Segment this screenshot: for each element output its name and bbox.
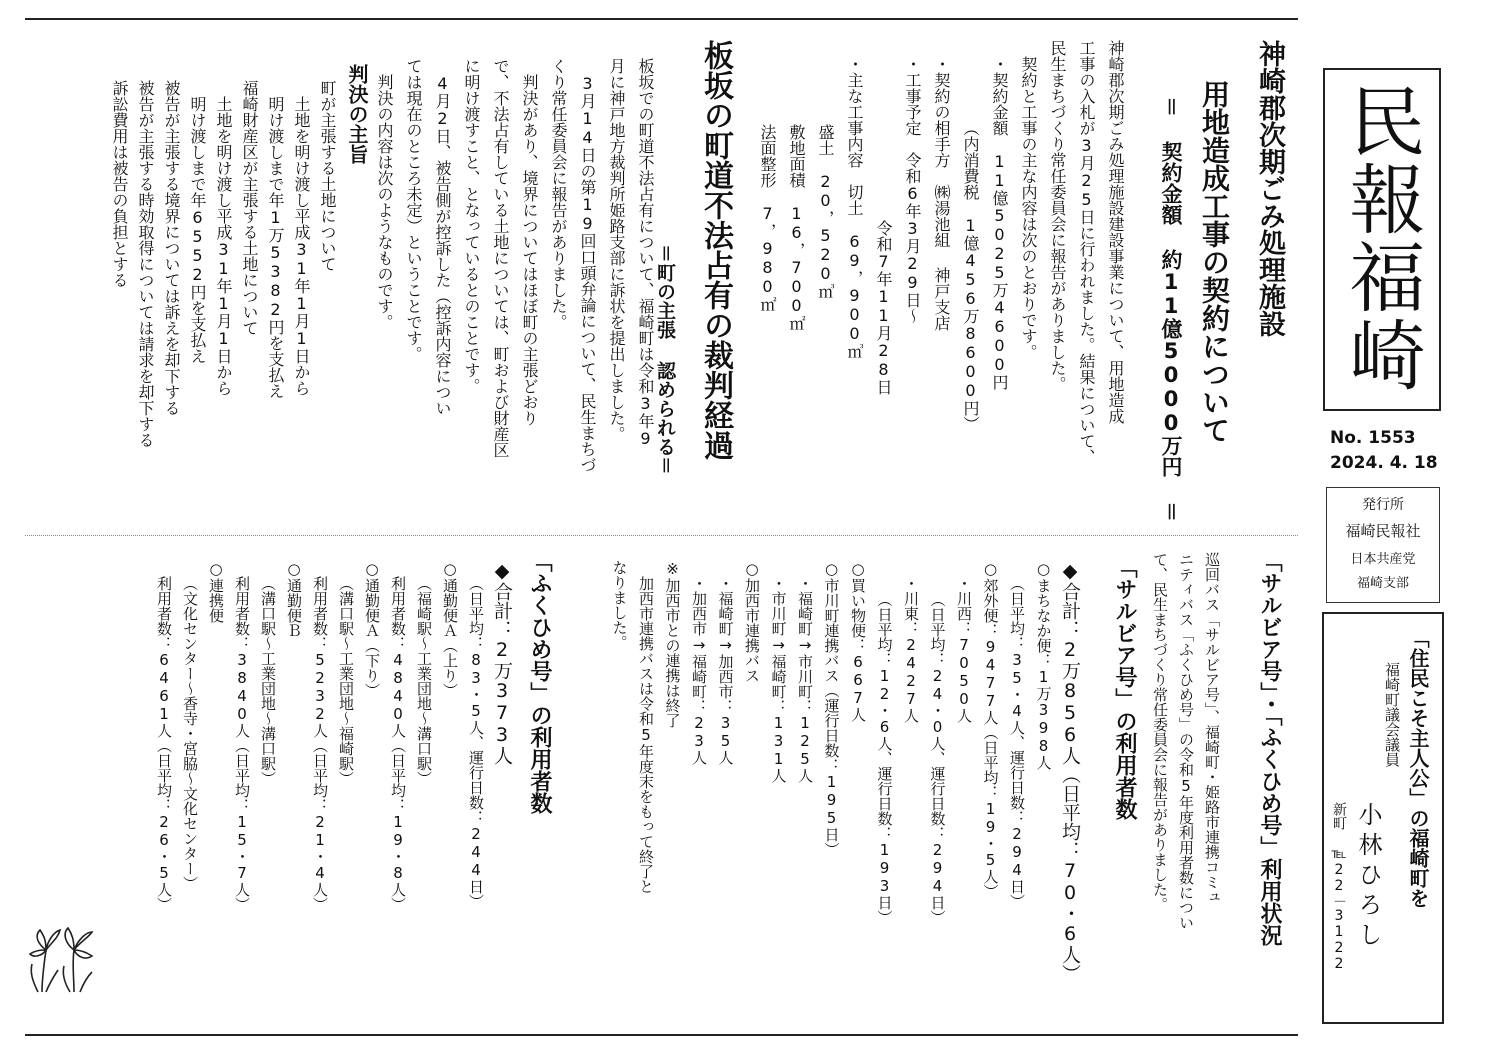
court-line: 4月2日、被告側が控訴した（控訴内容につい bbox=[433, 74, 452, 416]
court-body bbox=[370, 58, 660, 473]
court-line: で、不法占有している土地については、町および財産区 bbox=[491, 58, 510, 458]
bus-intro bbox=[1147, 552, 1225, 930]
masthead-box bbox=[1323, 68, 1441, 411]
court-line: ては現在のところ未定）ということです。 bbox=[404, 58, 423, 362]
court-line: 判決があり、境界についてはほぼ町の主張どおり bbox=[520, 74, 539, 426]
contract-line: ・工事予定 令和6年3月29日～ bbox=[903, 56, 922, 324]
fukuhime-list bbox=[151, 560, 515, 912]
salvia-item: ○加西市連携バス bbox=[743, 560, 761, 683]
gist-line: 土地を明け渡し平成31年1月1日から bbox=[292, 96, 311, 396]
salvia-item: ・川西：7050人 bbox=[955, 576, 973, 723]
fukuhime-item: 利用者数：5232人（日平均：21・4人） bbox=[311, 576, 329, 912]
slogan-box bbox=[1322, 612, 1444, 1024]
contract-line: （内消費税 1億456万8600円） bbox=[961, 120, 980, 432]
fukuhime-item: 利用者数：4840人（日平均：19・8人） bbox=[389, 576, 407, 912]
salvia-item: なりました。 bbox=[610, 560, 629, 650]
salvia-list bbox=[606, 560, 1083, 983]
salvia-item: ○市川町連携バス（運行日数：195日） bbox=[822, 560, 841, 857]
contract-line: 敷地面積 16，700㎡ bbox=[787, 124, 806, 331]
newspaper-title: 民報福崎 bbox=[1337, 82, 1426, 394]
court-line: 3月14日の第19回口頭弁論について、民生まちづ bbox=[578, 74, 597, 473]
salvia-item: ・市川町→福崎町：131人 bbox=[769, 576, 788, 783]
contract-line: 盛土 20，520㎥ bbox=[816, 124, 835, 299]
fukuhime-item: ○通勤便Ａ（上り） bbox=[441, 560, 459, 698]
contract-line: ・契約の相手方 ㈱湯池組 神戸支店 bbox=[932, 56, 951, 331]
salvia-item: ○買い物便：667人 bbox=[849, 560, 867, 722]
salvia-item: （日平均：35・4人、運行日数：294日） bbox=[1008, 576, 1026, 909]
gist-line: 明け渡しまで年1万5382円を支払え bbox=[266, 96, 285, 399]
fukuhime-item: （文化センター～香寺・宮脇～文化センター） bbox=[181, 576, 199, 891]
top-rule bbox=[25, 18, 1298, 20]
gist-heading: 判決の主旨 bbox=[345, 64, 369, 164]
fukuhime-item: （福崎駅～工業団地～溝口駅） bbox=[415, 576, 433, 786]
salvia-item: （日平均：12・6人、運行日数：193日） bbox=[875, 592, 894, 925]
salvia-item: ・福崎町→市川町：125人 bbox=[796, 576, 814, 783]
publisher-name: 福崎民報社 bbox=[1345, 522, 1421, 540]
gist-line: 訴訟費用は被告の負担とする bbox=[110, 80, 129, 288]
bus-headline: 「サルビア号」・「ふくひめ号」利用状況 bbox=[1257, 550, 1282, 946]
contract-line: 工事の入札が3月25日に行われました。結果について、 bbox=[1077, 40, 1096, 465]
contract-subtitle: ＝ 契約金額 約11億5000万円 ＝ bbox=[1159, 96, 1183, 522]
fukuhime-item: （溝口駅～工業団地～溝口駅） bbox=[259, 576, 277, 786]
contract-line: ・契約金額 11億5025万4600円 bbox=[990, 56, 1009, 390]
gist-line: 明け渡しまで年6552円を支払え bbox=[188, 96, 207, 364]
fukuhime-item: ◆合計：2万373人 bbox=[491, 560, 513, 765]
fukuhime-item: ○通勤便Ａ（下り） bbox=[363, 560, 381, 698]
gist-body bbox=[106, 80, 340, 448]
salvia-item: ・加西市→福崎町：23人 bbox=[690, 576, 708, 765]
fukuhime-item: （日平均：83・5人、運行日数：244日） bbox=[467, 576, 485, 909]
salvia-item: ◆合計：2万856人（日平均：70・6人） bbox=[1059, 560, 1081, 983]
fukuhime-item: ○連携便 bbox=[207, 560, 225, 623]
fukuhime-item: ○通勤便Ｂ bbox=[285, 560, 303, 638]
contract-line: 契約と工事の主な内容は次のとおりです。 bbox=[1019, 56, 1038, 360]
gist-line: 被告が主張する境界については訴えを却下する bbox=[162, 80, 181, 416]
slogan-line: 「住民こそ主人公」の福崎町を bbox=[1406, 628, 1430, 908]
court-line: 板坂での町道不法占有について、福崎町は令和3年9 bbox=[636, 58, 655, 448]
fukuhime-item: 利用者数：6461人（日平均：26・5人） bbox=[155, 576, 173, 912]
bus-intro-line: 巡回バス「サルビア号」、福崎町・姫路市連携コミュ bbox=[1203, 552, 1221, 905]
court-line: くり常任委員会に報告がありました。 bbox=[549, 58, 568, 330]
section-divider bbox=[25, 535, 1298, 536]
gist-line: 福崎財産区が主張する土地について bbox=[240, 80, 259, 336]
issue-date: 2024. 4. 18 bbox=[1330, 453, 1438, 473]
iris-flower-illustration bbox=[24, 920, 102, 996]
salvia-item: ・福崎町→加西市：35人 bbox=[716, 576, 735, 765]
gist-line: 被告が主張する時効取得については請求を却下する bbox=[136, 80, 155, 448]
salvia-item: ○郊外便：9477人（日平均：19・5人） bbox=[981, 560, 1000, 899]
contract-line: ・主な工事内容 切土 69，900㎥ bbox=[845, 56, 864, 359]
publisher-label: 発行所 bbox=[1362, 497, 1404, 513]
publisher-party: 日本共産党 bbox=[1350, 552, 1416, 567]
gist-line: 町が主張する土地について bbox=[318, 80, 337, 272]
salvia-heading: 「サルビア号」の利用者数 bbox=[1112, 556, 1137, 820]
court-headline: 板坂の町道不法占有の裁判経過 bbox=[698, 40, 733, 460]
bus-intro-line: て、民生まちづくり常任委員会に報告がありました。 bbox=[1151, 552, 1169, 912]
bottom-rule bbox=[25, 1034, 1298, 1036]
slogan-name: 小林ひろし bbox=[1354, 802, 1382, 952]
issue-number: No. 1553 bbox=[1330, 428, 1416, 448]
slogan-contact: 新町 ℡22－3122 bbox=[1331, 802, 1347, 972]
contract-headline-1: 神崎郡次期ごみ処理施設 bbox=[1254, 40, 1285, 337]
court-line: に明け渡すこと、となっているとのことです。 bbox=[462, 58, 481, 394]
contract-headline-2: 用地造成工事の契約について bbox=[1198, 80, 1231, 444]
court-line: 月に神戸地方裁判所姫路支部に訴状を提出しました。 bbox=[607, 58, 626, 442]
fukuhime-item: 利用者数：3840人（日平均：15・7人） bbox=[233, 576, 251, 912]
contract-line: 神崎郡次期ごみ処理施設建設事業について、用地造成 bbox=[1106, 40, 1125, 424]
contract-line: 法面整形 7，980㎡ bbox=[758, 124, 777, 312]
court-subtitle: ＝町の主張 認められる＝ bbox=[654, 244, 676, 475]
publisher-branch: 福崎支部 bbox=[1356, 576, 1409, 591]
fukuhime-heading: 「ふくひめ号」の利用者数 bbox=[527, 550, 552, 814]
salvia-item: （日平均：24・0人、運行日数：294日） bbox=[928, 592, 947, 925]
bus-intro-line: ニティバス「ふくひめ号」の令和5年度利用者数につい bbox=[1177, 552, 1195, 930]
salvia-item: 加西市連携バスは令和5年度末をもって終了と bbox=[637, 576, 655, 894]
contract-line: 民生まちづくり常任委員会に報告がありました。 bbox=[1048, 40, 1067, 392]
court-line: 判決の内容は次のようなものです。 bbox=[375, 74, 394, 330]
gist-line: 土地を明け渡し平成31年1月1日から bbox=[214, 96, 233, 396]
contract-body bbox=[753, 40, 1130, 465]
publisher-box bbox=[1326, 487, 1440, 603]
fukuhime-item: （溝口駅～工業団地～福崎駅） bbox=[337, 576, 355, 786]
slogan-role: 福崎町議会議員 bbox=[1383, 662, 1401, 767]
salvia-item: ○まちなか便：1万398人 bbox=[1034, 560, 1053, 770]
salvia-item: ・川東：2427人 bbox=[902, 576, 920, 723]
salvia-item: ※加西市との連携は終了 bbox=[663, 560, 682, 728]
contract-line: 令和7年11月28日 bbox=[874, 220, 893, 395]
